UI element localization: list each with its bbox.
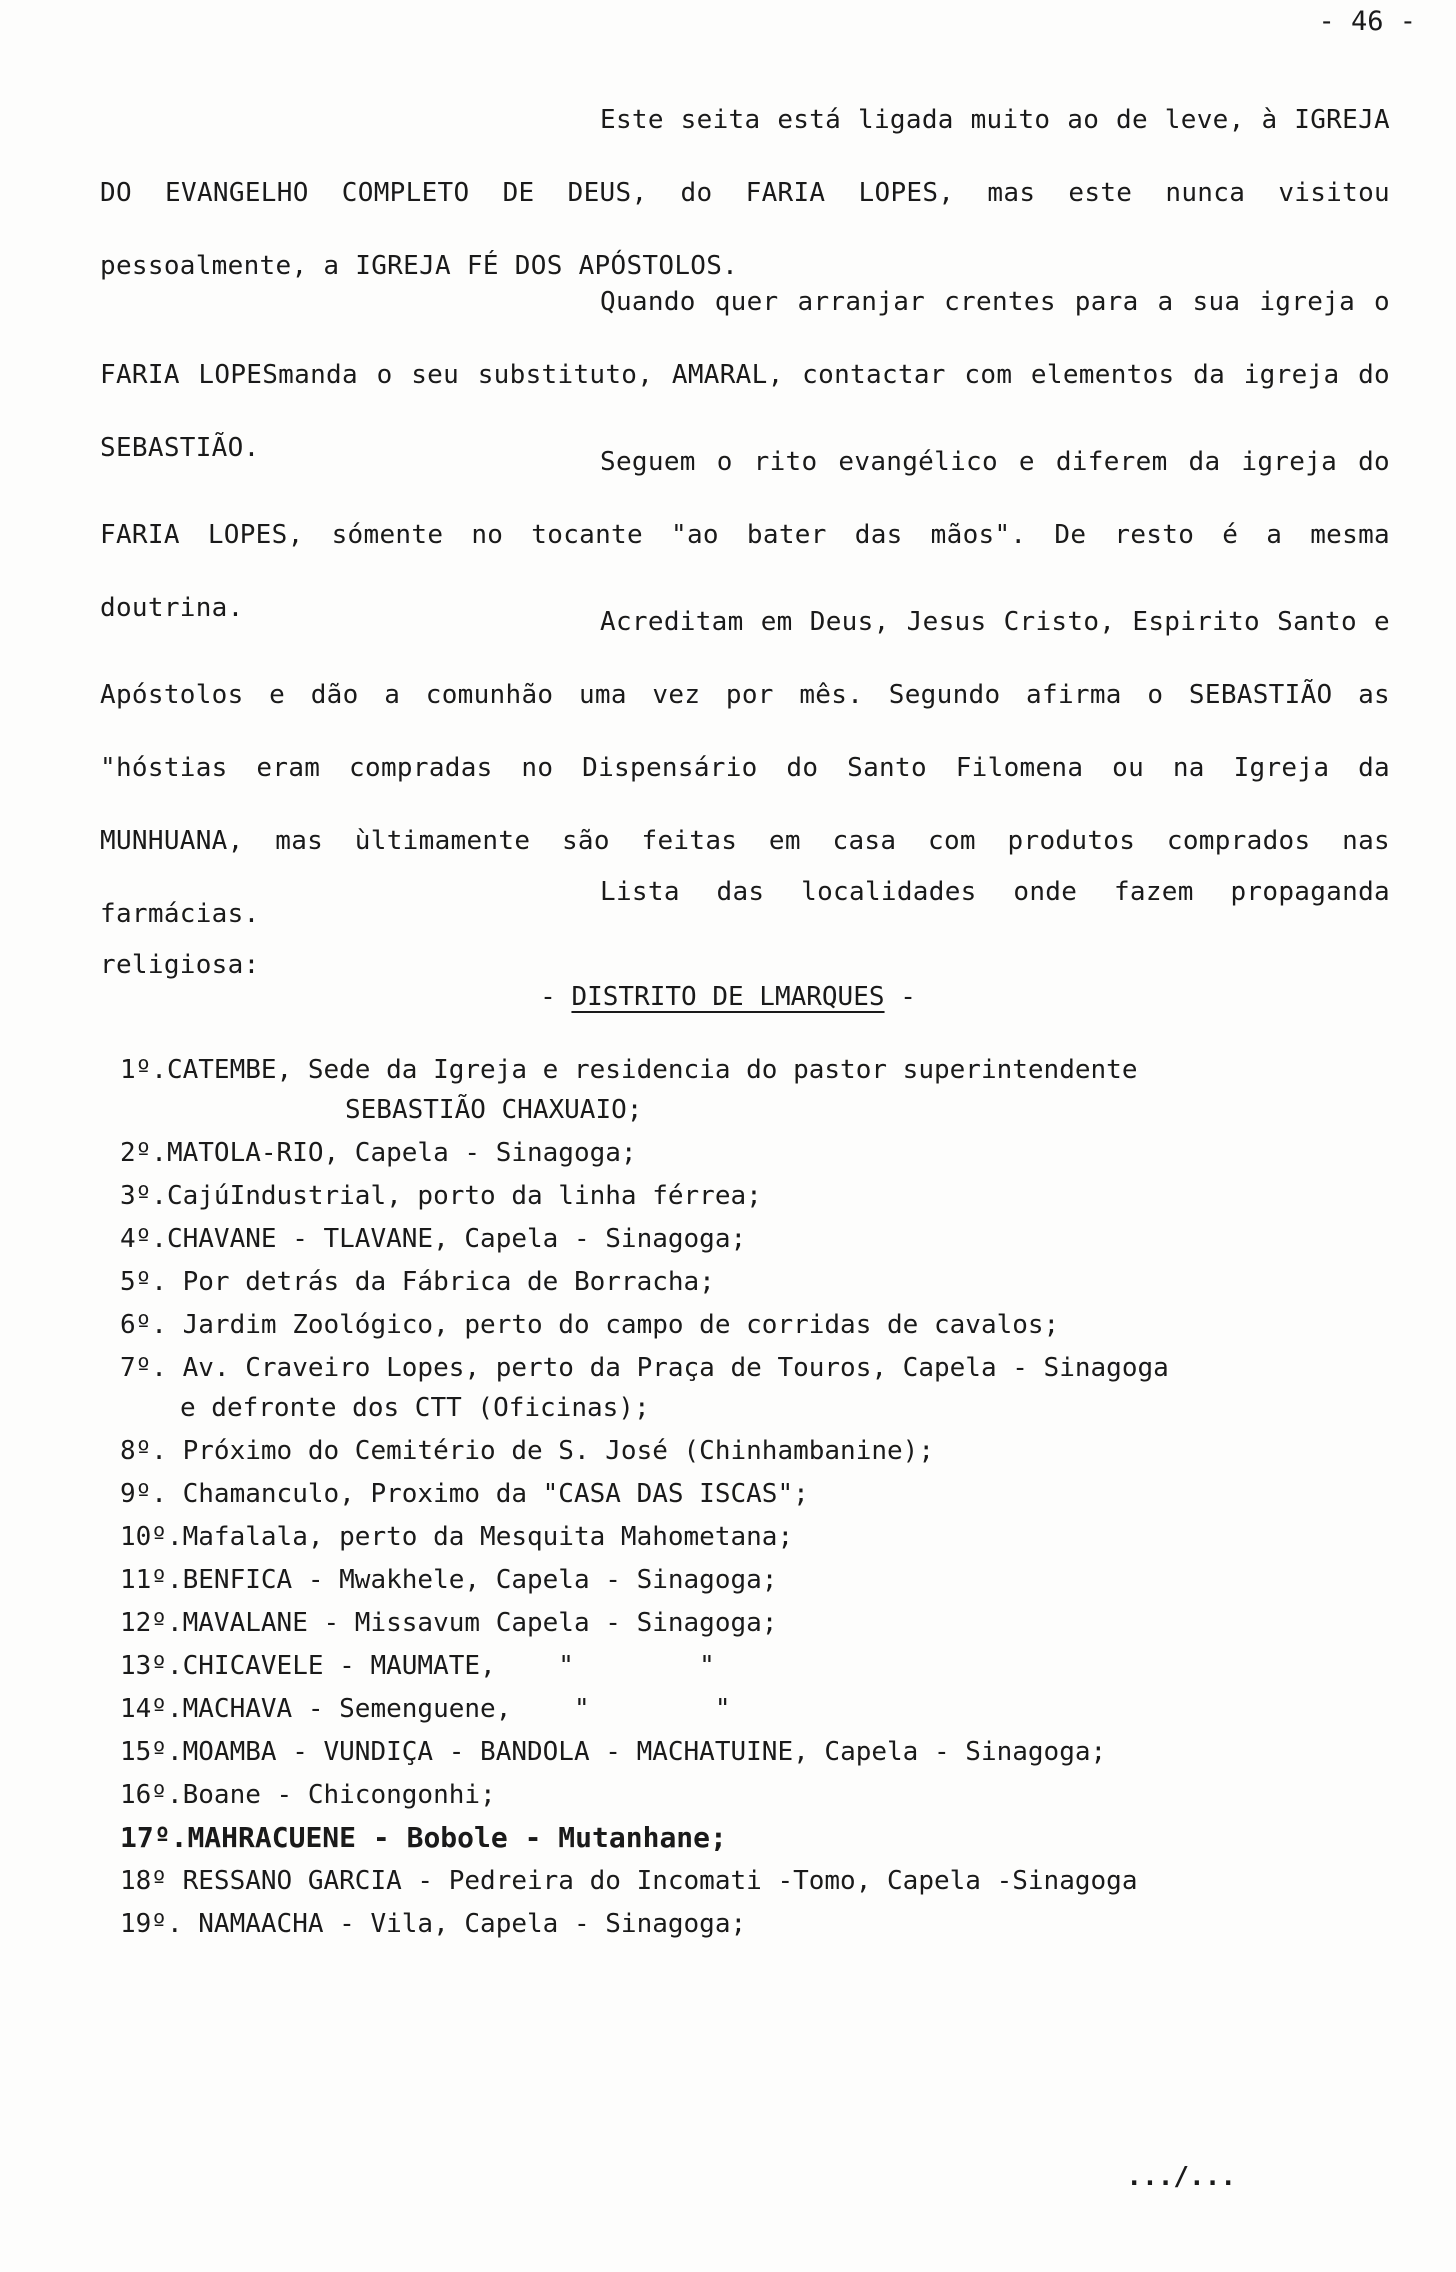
list-item (120, 1219, 1390, 1259)
list-item (120, 1262, 1390, 1302)
list-item-text: Chamanculo, Proximo da "CASA DAS ISCAS"; (166, 1479, 809, 1509)
list-item-text: Av. Craveiro Lopes, perto da Praça de Touros, Capela - Sinagoga (166, 1353, 1169, 1383)
list-item-number: 15º. (120, 1737, 183, 1767)
list-item-text: MAVALANE - Missavum Capela - Sinagoga; (182, 1608, 778, 1638)
list-item (120, 1689, 1390, 1729)
page-number: - 46 - (1318, 6, 1416, 37)
list-item (120, 1517, 1390, 1557)
list-item-continuation: SEBASTIÃO CHAXUAIO; (345, 1095, 643, 1125)
list-item (120, 1050, 1390, 1130)
list-item-number: 13º. (120, 1651, 183, 1681)
list-item (120, 1775, 1390, 1815)
list-item-number: 6º. (120, 1310, 167, 1340)
list-item-number: 9º. (120, 1479, 167, 1509)
list-item-text: Próximo do Cemitério de S. José (Chinhambanine); (166, 1436, 934, 1466)
list-item-text: MAHRACUENE - Bobole - Mutanhane; (187, 1821, 727, 1854)
list-item-number: 10º. (120, 1522, 183, 1552)
list-item-text: Jardim Zoológico, perto do campo de corridas de cavalos; (166, 1310, 1060, 1340)
list-item-number: 7º. (120, 1353, 167, 1383)
list-item (120, 1732, 1390, 1772)
list-item-text: Mafalala, perto da Mesquita Mahometana; (182, 1522, 794, 1552)
list-item-text: MATOLA-RIO, Capela - Sinagoga; (166, 1138, 637, 1168)
list-item-number: 16º. (120, 1780, 183, 1810)
list-item-number: 19º. (120, 1909, 183, 1939)
list-item-number: 1º. (120, 1055, 167, 1085)
list-item-continuation: e defronte dos CTT (Oficinas); (180, 1393, 650, 1423)
locality-list (120, 1050, 1390, 1947)
list-item-text: MOAMBA - VUNDIÇA - BANDOLA - MACHATUINE, Capela - Sinagoga; (182, 1737, 1107, 1767)
list-item-text: Por detrás da Fábrica de Borracha; (166, 1267, 715, 1297)
continuation-mark: .../... (1126, 2162, 1236, 2192)
heading-title: DISTRITO DE LMARQUES (571, 982, 885, 1012)
list-item-number: 5º. (120, 1267, 167, 1297)
heading-dash-right: - (900, 982, 916, 1012)
list-item-number: 2º. (120, 1138, 167, 1168)
list-item-text: CajúIndustrial, porto da linha férrea; (166, 1181, 762, 1211)
list-item-text: RESSANO GARCIA - Pedreira do Incomati -Tomo, Capela -Sinagoga (166, 1866, 1138, 1896)
list-item-text: CHICAVELE - MAUMATE, " " (182, 1651, 715, 1681)
list-item-number: 4º. (120, 1224, 167, 1254)
list-item (120, 1818, 1390, 1858)
list-item (120, 1474, 1390, 1514)
list-item-text: CATEMBE, Sede da Igreja e residencia do pastor superintendente (166, 1055, 1138, 1085)
list-item-text: Boane - Chicongonhi; (182, 1780, 496, 1810)
list-item (120, 1560, 1390, 1600)
heading-dash-left: - (540, 982, 556, 1012)
list-item (120, 1305, 1390, 1345)
list-item (120, 1904, 1390, 1944)
list-item-number: 11º. (120, 1565, 183, 1595)
list-item-text: BENFICA - Mwakhele, Capela - Sinagoga; (182, 1565, 778, 1595)
list-item (120, 1431, 1390, 1471)
paragraph-1: Este seita está ligada muito ao de leve, à IGREJA DO EVANGELHO COMPLETO DE DEUS, do FARIA LOPES, mas este nunca visitou pessoalmente, a IGREJA FÉ DOS APÓSTOLOS. (100, 105, 1390, 281)
list-item-number: 8º. (120, 1436, 167, 1466)
list-item-text: NAMAACHA - Vila, Capela - Sinagoga; (182, 1909, 747, 1939)
list-item (120, 1133, 1390, 1173)
list-item (120, 1176, 1390, 1216)
list-item-text: MACHAVA - Semenguene, " " (182, 1694, 731, 1724)
paragraph-5: Lista das localidades onde fazem propaganda religiosa: (100, 877, 1390, 980)
list-item-number: 12º. (120, 1608, 183, 1638)
list-item-number: 14º. (120, 1694, 183, 1724)
paragraph-2: Quando quer arranjar crentes para a sua igreja o FARIA LOPESmanda o seu substituto, AMARAL, contactar com elementos da igreja do SEBASTIÃO. (100, 287, 1390, 463)
list-item-text: CHAVANE - TLAVANE, Capela - Sinagoga; (166, 1224, 747, 1254)
paragraph-3: Seguem o rito evangélico e diferem da igreja do FARIA LOPES, sómente no tocante "ao bater das mãos". De resto é a mesma doutrina. (100, 447, 1390, 623)
list-item-number: 3º. (120, 1181, 167, 1211)
district-heading (0, 982, 1456, 1012)
list-item (120, 1646, 1390, 1686)
list-item (120, 1603, 1390, 1643)
list-item-number: 18º (120, 1866, 167, 1896)
list-item (120, 1861, 1390, 1901)
paragraph-4: Acreditam em Deus, Jesus Cristo, Espirito Santo e Apóstolos e dão a comunhão uma vez por mês. Segundo afirma o SEBASTIÃO as "hóstias eram compradas no Dispensário do Santo Filomena ou na Igreja da MUNHUANA, mas ùltimamente são feitas em casa com produtos comprados nas farmácias. (100, 607, 1390, 929)
list-item (120, 1348, 1390, 1428)
list-item-number: 17º. (120, 1821, 188, 1854)
